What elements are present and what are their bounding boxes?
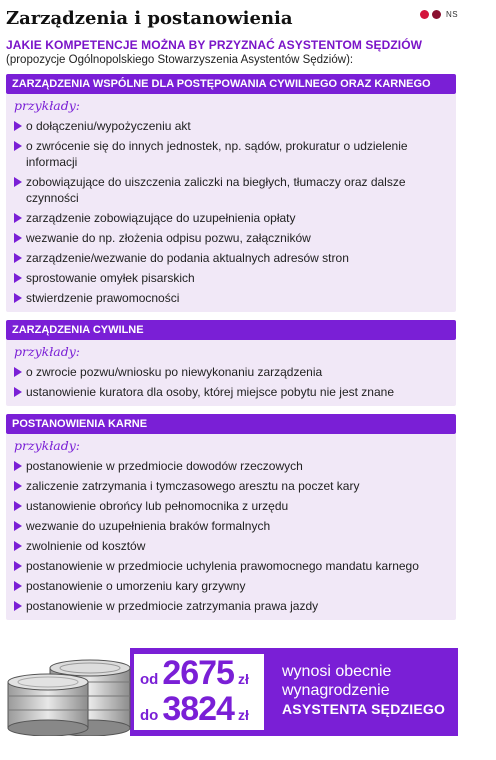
section-header: ZARZĄDZENIA CYWILNE <box>6 320 456 340</box>
section-body <box>6 340 456 406</box>
list-item-text: stwierdzenie prawomocności <box>26 291 180 305</box>
list-item-text: wezwanie do np. złożenia odpisu pozwu, załączników <box>26 231 311 245</box>
section-common-orders <box>6 74 456 312</box>
list-item-text: zarządzenie/wezwanie do podania aktualnych adresów stron <box>26 251 349 265</box>
list-item <box>6 576 456 596</box>
publisher-logo <box>420 10 458 19</box>
list-item <box>6 382 456 402</box>
subtitle: JAKIE KOMPETENCJE MOŻNA BY PRZYZNAĆ ASYSTENTOM SĘDZIÓW <box>6 38 423 52</box>
bullet-arrow-icon <box>14 141 22 151</box>
list-item-text: o zwrócenie się do innych jednostek, np. sądów, prokuratur o udzielenie informacji <box>26 139 408 169</box>
page-title: Zarządzenia i postanowienia <box>6 8 293 29</box>
salary-panel <box>6 648 458 736</box>
bullet-arrow-icon <box>14 581 22 591</box>
section-body <box>6 434 456 620</box>
list-item <box>6 556 456 576</box>
bullet-arrow-icon <box>14 213 22 223</box>
list-item <box>6 476 456 496</box>
list-item-text: wezwanie do uzupełnienia braków formalnych <box>26 519 271 533</box>
subnote: (propozycje Ogólnopolskiego Stowarzyszenia Asystentów Sędziów): <box>6 54 354 66</box>
salary-currency: zł <box>237 671 249 687</box>
list-item <box>6 536 456 556</box>
list-item <box>6 516 456 536</box>
salary-to-value: 3824 <box>162 690 234 728</box>
list-item <box>6 116 456 136</box>
salary-box <box>130 648 458 736</box>
bullet-arrow-icon <box>14 601 22 611</box>
examples-label: przykłady: <box>14 438 80 453</box>
bullet-arrow-icon <box>14 387 22 397</box>
list-item-text: zarządzenie zobowiązujące do uzupełnienia opłaty <box>26 211 296 225</box>
salary-from-label: od <box>140 671 159 688</box>
logo-circle-icon <box>432 10 441 19</box>
bullet-arrow-icon <box>14 481 22 491</box>
list-item <box>6 136 456 172</box>
coins-stack-icon <box>6 652 146 736</box>
salary-from <box>140 654 249 693</box>
list-item-text: sprostowanie omyłek pisarskich <box>26 271 195 285</box>
bullet-arrow-icon <box>14 293 22 303</box>
section-header: POSTANOWIENIA KARNE <box>6 414 456 434</box>
section-criminal-decisions <box>6 414 456 620</box>
bullet-arrow-icon <box>14 121 22 131</box>
salary-currency: zł <box>237 707 249 723</box>
list-item-text: zwolnienie od kosztów <box>26 539 146 553</box>
salary-desc-line: wynosi obecnie <box>282 663 392 680</box>
salary-amount-panel <box>134 654 264 730</box>
examples-label: przykłady: <box>14 344 80 359</box>
list-item-text: o dołączeniu/wypożyczeniu akt <box>26 119 191 133</box>
list-item <box>6 456 456 476</box>
bullet-arrow-icon <box>14 367 22 377</box>
salary-desc-strong: ASYSTENTA SĘDZIEGO <box>282 701 446 717</box>
list-item-text: postanowienie o umorzeniu kary grzywny <box>26 579 246 593</box>
list-item <box>6 288 456 308</box>
examples-label: przykłady: <box>14 98 80 113</box>
list-item <box>6 362 456 382</box>
list-item <box>6 208 456 228</box>
salary-desc-line: wynagrodzenie <box>282 682 390 699</box>
bullet-arrow-icon <box>14 521 22 531</box>
section-civil-orders <box>6 320 456 406</box>
bullet-arrow-icon <box>14 253 22 263</box>
list-item <box>6 228 456 248</box>
salary-to-label: do <box>140 707 159 724</box>
logo-circle-icon <box>420 10 429 19</box>
section-header: ZARZĄDZENIA WSPÓLNE DLA POSTĘPOWANIA CYWILNEGO ORAZ KARNEGO <box>6 74 456 94</box>
list-item <box>6 496 456 516</box>
bullet-arrow-icon <box>14 273 22 283</box>
bullet-arrow-icon <box>14 461 22 471</box>
list-item <box>6 596 456 616</box>
list-item-text: zaliczenie zatrzymania i tymczasowego aresztu na poczet kary <box>26 479 360 493</box>
bullet-arrow-icon <box>14 501 22 511</box>
list-item-text: o zwrocie pozwu/wniosku po niewykonaniu zarządzenia <box>26 365 323 379</box>
salary-description <box>282 662 458 719</box>
logo-text: NS <box>446 10 459 19</box>
list-item-text: zobowiązujące do uiszczenia zaliczki na biegłych, tłumaczy oraz dalsze czynności <box>26 175 406 205</box>
list-item-text: ustanowienie kuratora dla osoby, której miejsce pobytu nie jest znane <box>26 385 394 399</box>
bullet-arrow-icon <box>14 561 22 571</box>
list-item-text: postanowienie w przedmiocie uchylenia prawomocnego mandatu karnego <box>26 559 419 573</box>
list-item-text: postanowienie w przedmiocie zatrzymania prawa jazdy <box>26 599 319 613</box>
list-item <box>6 268 456 288</box>
salary-to <box>140 690 249 729</box>
list-item-text: ustanowienie obrońcy lub pełnomocnika z urzędu <box>26 499 289 513</box>
list-item <box>6 172 456 208</box>
bullet-arrow-icon <box>14 541 22 551</box>
salary-from-value: 2675 <box>162 654 234 692</box>
list-item <box>6 248 456 268</box>
section-body <box>6 94 456 312</box>
bullet-arrow-icon <box>14 177 22 187</box>
list-item-text: postanowienie w przedmiocie dowodów rzeczowych <box>26 459 303 473</box>
bullet-arrow-icon <box>14 233 22 243</box>
